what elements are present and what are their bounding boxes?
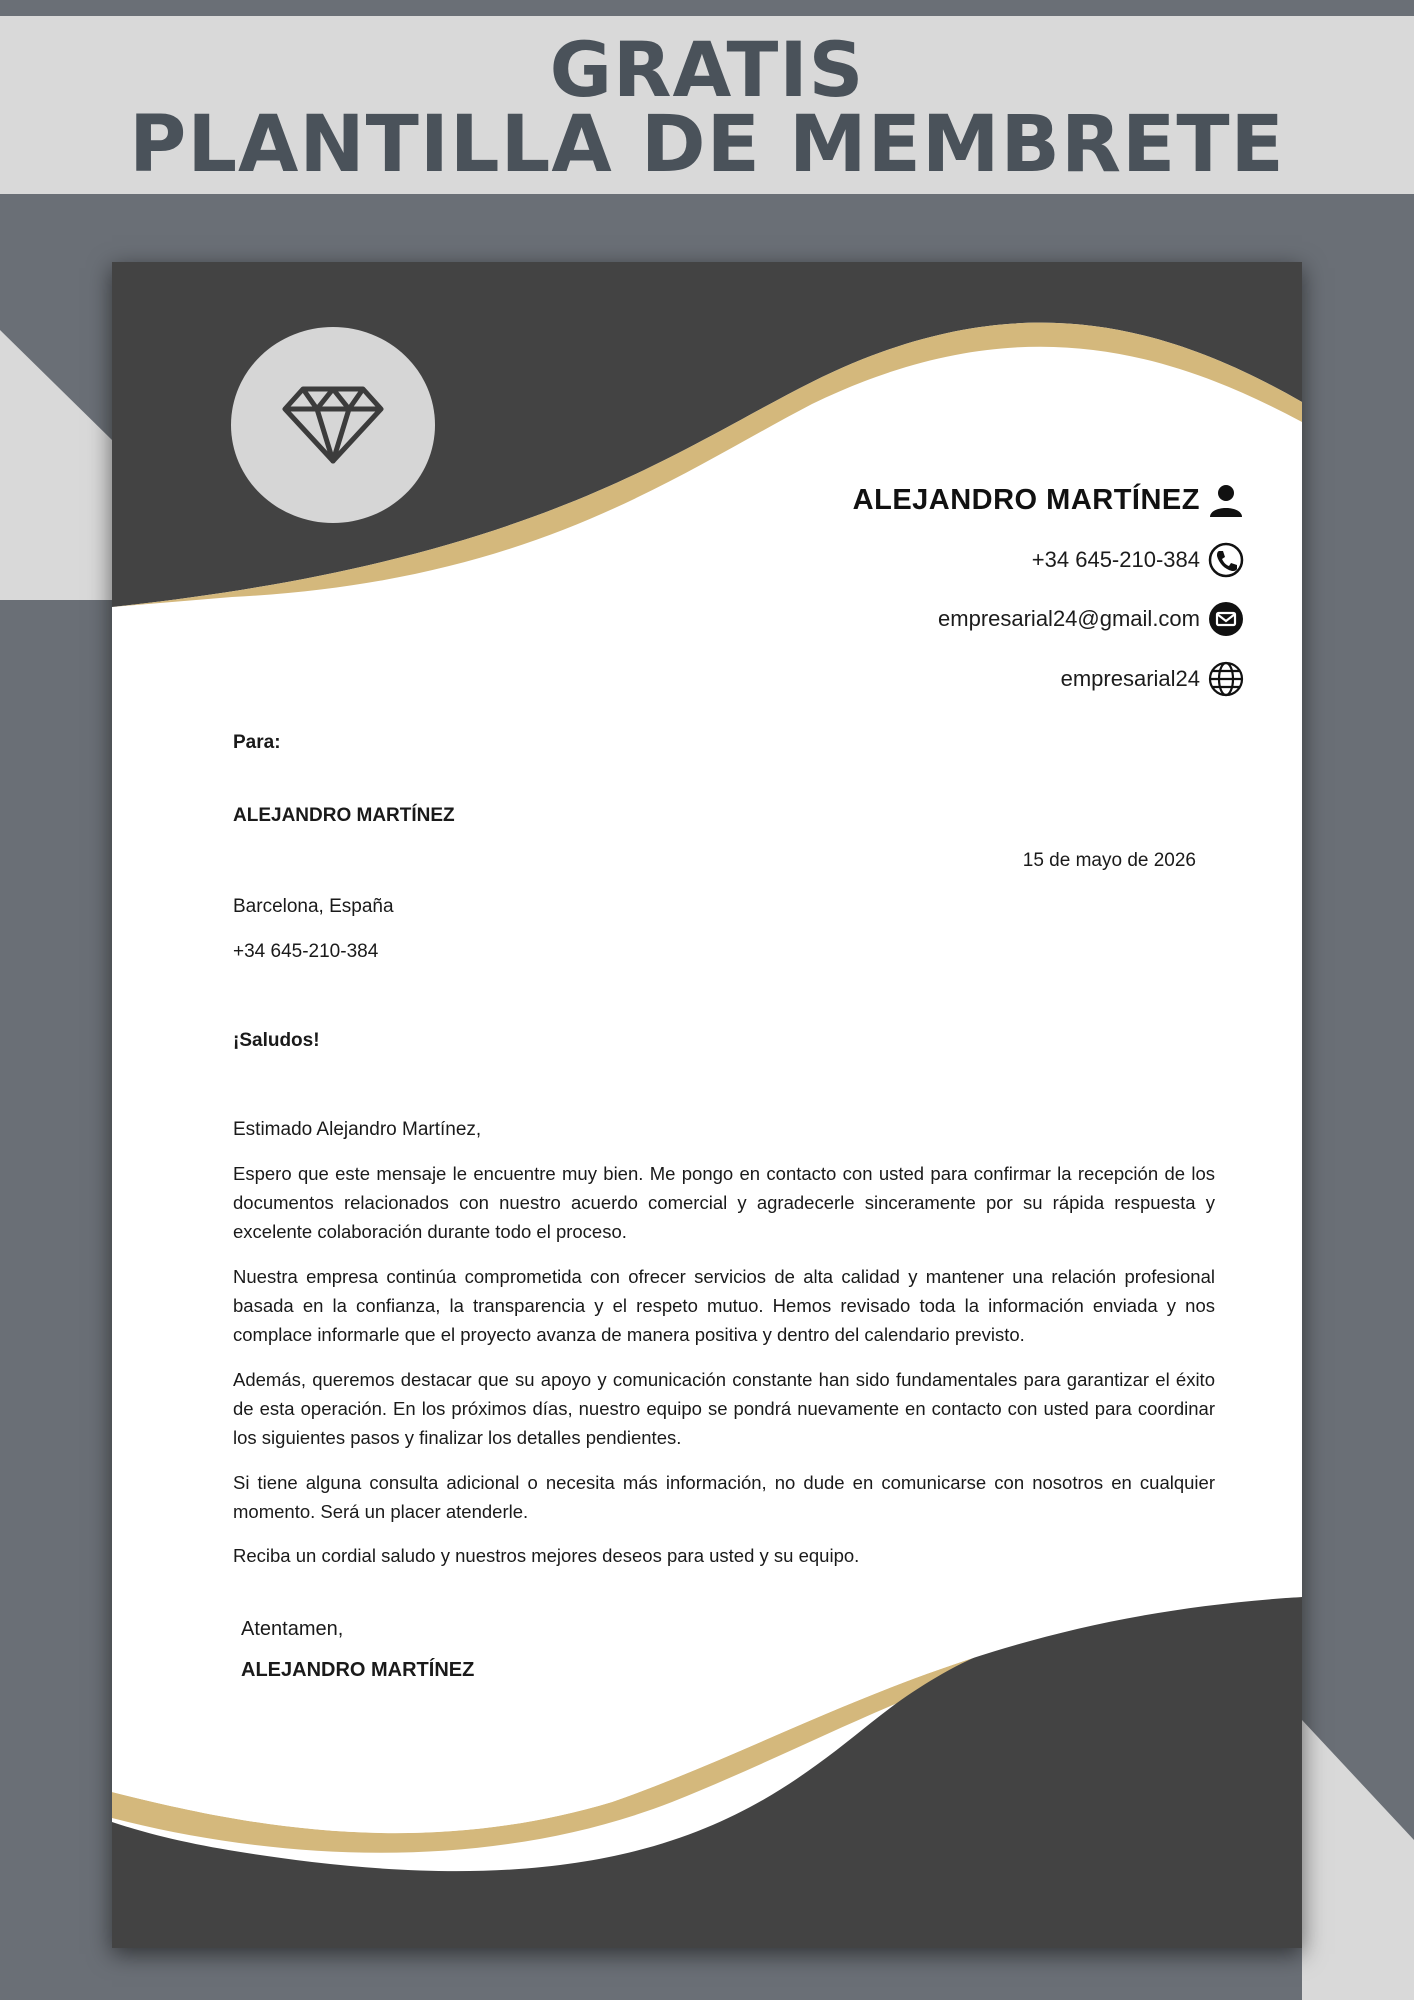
envelope-icon: [1206, 599, 1246, 639]
globe-icon: [1206, 659, 1246, 699]
header-name: ALEJANDRO MARTÍNEZ: [852, 483, 1200, 516]
paragraph-5: Reciba un cordial saludo y nuestros mejores deseos para usted y su equipo.: [233, 1545, 860, 1566]
greeting: ¡Saludos!: [233, 1030, 320, 1051]
paragraph-1: Espero que este mensaje le encuentre muy bien. Me pongo en contacto con usted para confirmar la recepción de los documentos relacionados con nuestro acuerdo comercial y agradecerle sinceramente por su rápida respuesta y excelente colaboración durante todo el proceso.: [233, 1163, 1215, 1242]
paragraph-4: Si tiene alguna consulta adicional o necesita más información, no dude en comunicarse con nosotros en cualquier momento. Será un placer atenderle.: [233, 1472, 1215, 1522]
recipient-name: ALEJANDRO MARTÍNEZ: [233, 805, 455, 826]
recipient-phone: +34 645-210-384: [233, 941, 379, 962]
letterhead-sheet: [112, 262, 1302, 1948]
header-email[interactable]: empresarial24@gmail.com: [938, 606, 1200, 631]
header-email-row: [938, 599, 1246, 639]
person-icon: [1206, 480, 1246, 520]
header-phone[interactable]: +34 645-210-384: [1031, 547, 1200, 572]
recipient-label: Para:: [233, 732, 281, 753]
closing: Atentamen,: [241, 1618, 344, 1640]
banner-title-line2: PLANTILLA DE MEMBRETE: [129, 100, 1285, 190]
diamond-icon: [281, 385, 385, 465]
logo-circle: [231, 327, 435, 523]
header-website[interactable]: empresarial24: [1060, 666, 1200, 691]
salutation: Estimado Alejandro Martínez,: [233, 1119, 482, 1140]
title-banner: [0, 16, 1414, 194]
paragraph-2: Nuestra empresa continúa comprometida con ofrecer servicios de alta calidad y mantener una relación profesional basada en la confianza, la transparencia y el respeto mutuo. Hemos revisado toda la información enviada y nos complace informarle que el proyecto avanza de manera positiva y dentro del calendario previsto.: [233, 1266, 1215, 1345]
paragraph-3: Además, queremos destacar que su apoyo y comunicación constante han sido fundamentales para garantizar el éxito de esta operación. En los próximos días, nuestro equipo se pondrá nuevamente en contacto con usted para coordinar los siguientes pasos y finalizar los detalles pendientes.: [233, 1369, 1215, 1448]
header-phone-row: [1032, 540, 1246, 580]
recipient-city: Barcelona, España: [233, 896, 394, 917]
phone-icon: [1206, 540, 1246, 580]
header-website-row: [1061, 659, 1246, 699]
header-name-row: [853, 480, 1246, 520]
signature-name: ALEJANDRO MARTÍNEZ: [241, 1659, 475, 1681]
letter-date: 15 de mayo de 2026: [1022, 850, 1196, 871]
banner-title-line1: GRATIS: [549, 25, 865, 114]
